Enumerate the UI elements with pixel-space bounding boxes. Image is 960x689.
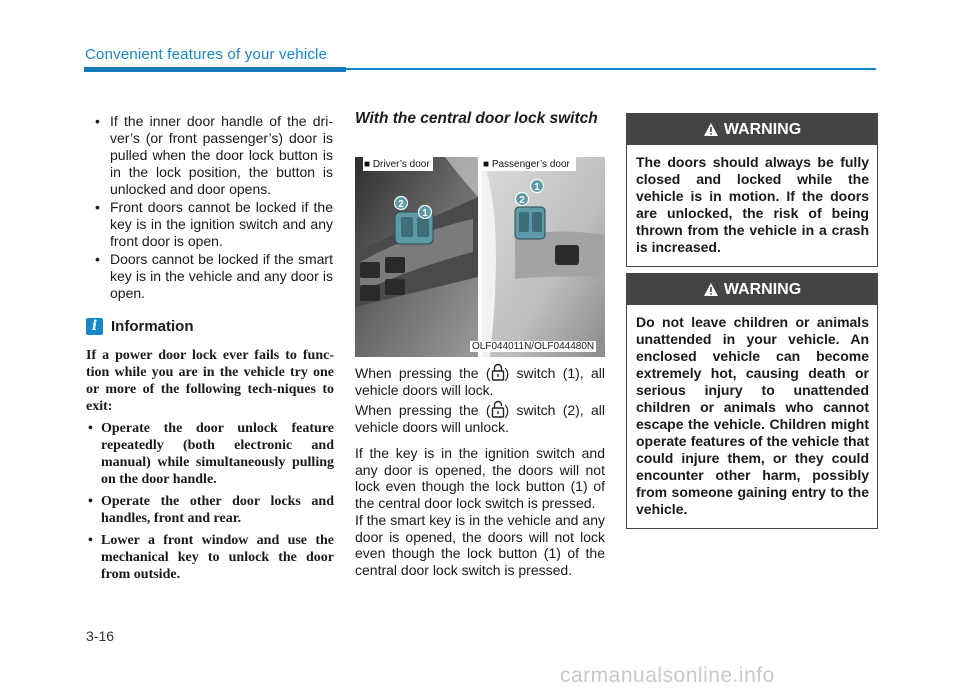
warning-text: Do not leave children or animals unattended in your vehicle. An enclosed vehicle can become extremely hot, causing death or serious injury to unattended children or animals who cannot escape the vehicle. Children might operate features of the vehicle that could injure them, or they could encounter other harm, possibly from someone gaining entry to the vehicle. [636, 314, 869, 517]
ignition-paragraph: If the key is in the ignition switch and any door is opened, the doors will not lock even though the lock button (1) of the central door lock switch is pressed. [355, 445, 605, 511]
warning-header [627, 114, 877, 145]
callout-number: 2 [398, 199, 404, 210]
lock-paragraph: When pressing the ( ) switch (1), all vehicle doors will lock. [355, 365, 606, 398]
door-switch-figure [355, 157, 605, 357]
smart-key-paragraph: If the smart key is in the vehicle and any door is opened, the doors will not lock even though the lock button (1) of the central door lock switch is pressed. [355, 512, 605, 578]
info-list [86, 420, 334, 583]
header-rule [346, 68, 876, 70]
list-item: • Operate the other door locks and handles, front and rear. [86, 493, 334, 527]
section-header: Convenient features of your vehicle [85, 46, 328, 63]
figure-id: OLF044011N/OLF044480N [472, 341, 595, 352]
callout-number: 1 [534, 182, 540, 193]
callout-number: 2 [519, 195, 525, 206]
warning-header [627, 274, 877, 305]
info-intro: If a power door lock ever fails to func-tion while you are in the vehicle try one or more of the following tech-niques to exit: [86, 348, 334, 414]
warning-box-doors-locked [626, 113, 878, 267]
info-heading: Information [111, 318, 194, 335]
info-body [86, 347, 334, 583]
warning-triangle-icon [703, 122, 719, 137]
figure-label-passenger: ■ Passenger’s door [483, 159, 570, 170]
header-bar-dark [84, 67, 346, 72]
list-item: • Front doors cannot be locked if the key is in the ignition switch and any front door is open. [95, 199, 333, 250]
lock-icon [491, 363, 505, 381]
info-icon: i [86, 318, 103, 335]
door-switch-illustration [355, 157, 605, 357]
page-number: 3-16 [86, 628, 115, 644]
door-notes-list [95, 113, 333, 303]
warning-text: The doors should always be fully closed and locked while the vehicle is in motion. If the doors are unlocked, the risk of being thrown from the vehicle in a crash is increased. [636, 154, 869, 255]
list-item: • Operate the door unlock feature repeatedly (both electronic and manual) while simultaneously pulling on the door handle. [86, 420, 334, 488]
warning-title: WARNING [723, 281, 802, 298]
unlock-icon [491, 400, 505, 418]
list-item: • Lower a front window and use the mechanical key to unlock the door from outside. [86, 532, 334, 583]
warning-title: WARNING [723, 121, 802, 138]
section-heading: With the central door lock switch [355, 110, 598, 127]
callout-number: 1 [422, 208, 428, 219]
unlock-paragraph: When pressing the ( ) switch (2), all vehicle doors will unlock. [355, 402, 606, 435]
watermark: carmanualsonline.info [560, 664, 775, 687]
list-item: • Doors cannot be locked if the smart key is in the vehicle and any door is open. [95, 251, 333, 302]
list-item: • If the inner door handle of the dri-ver’s (or front passenger’s) door is pulled when the door lock button is in the lock position, the button is unlocked and door opens. [95, 113, 333, 198]
warning-triangle-icon [703, 282, 719, 297]
figure-label-driver: ■ Driver’s door [364, 159, 430, 170]
warning-box-children [626, 273, 878, 529]
